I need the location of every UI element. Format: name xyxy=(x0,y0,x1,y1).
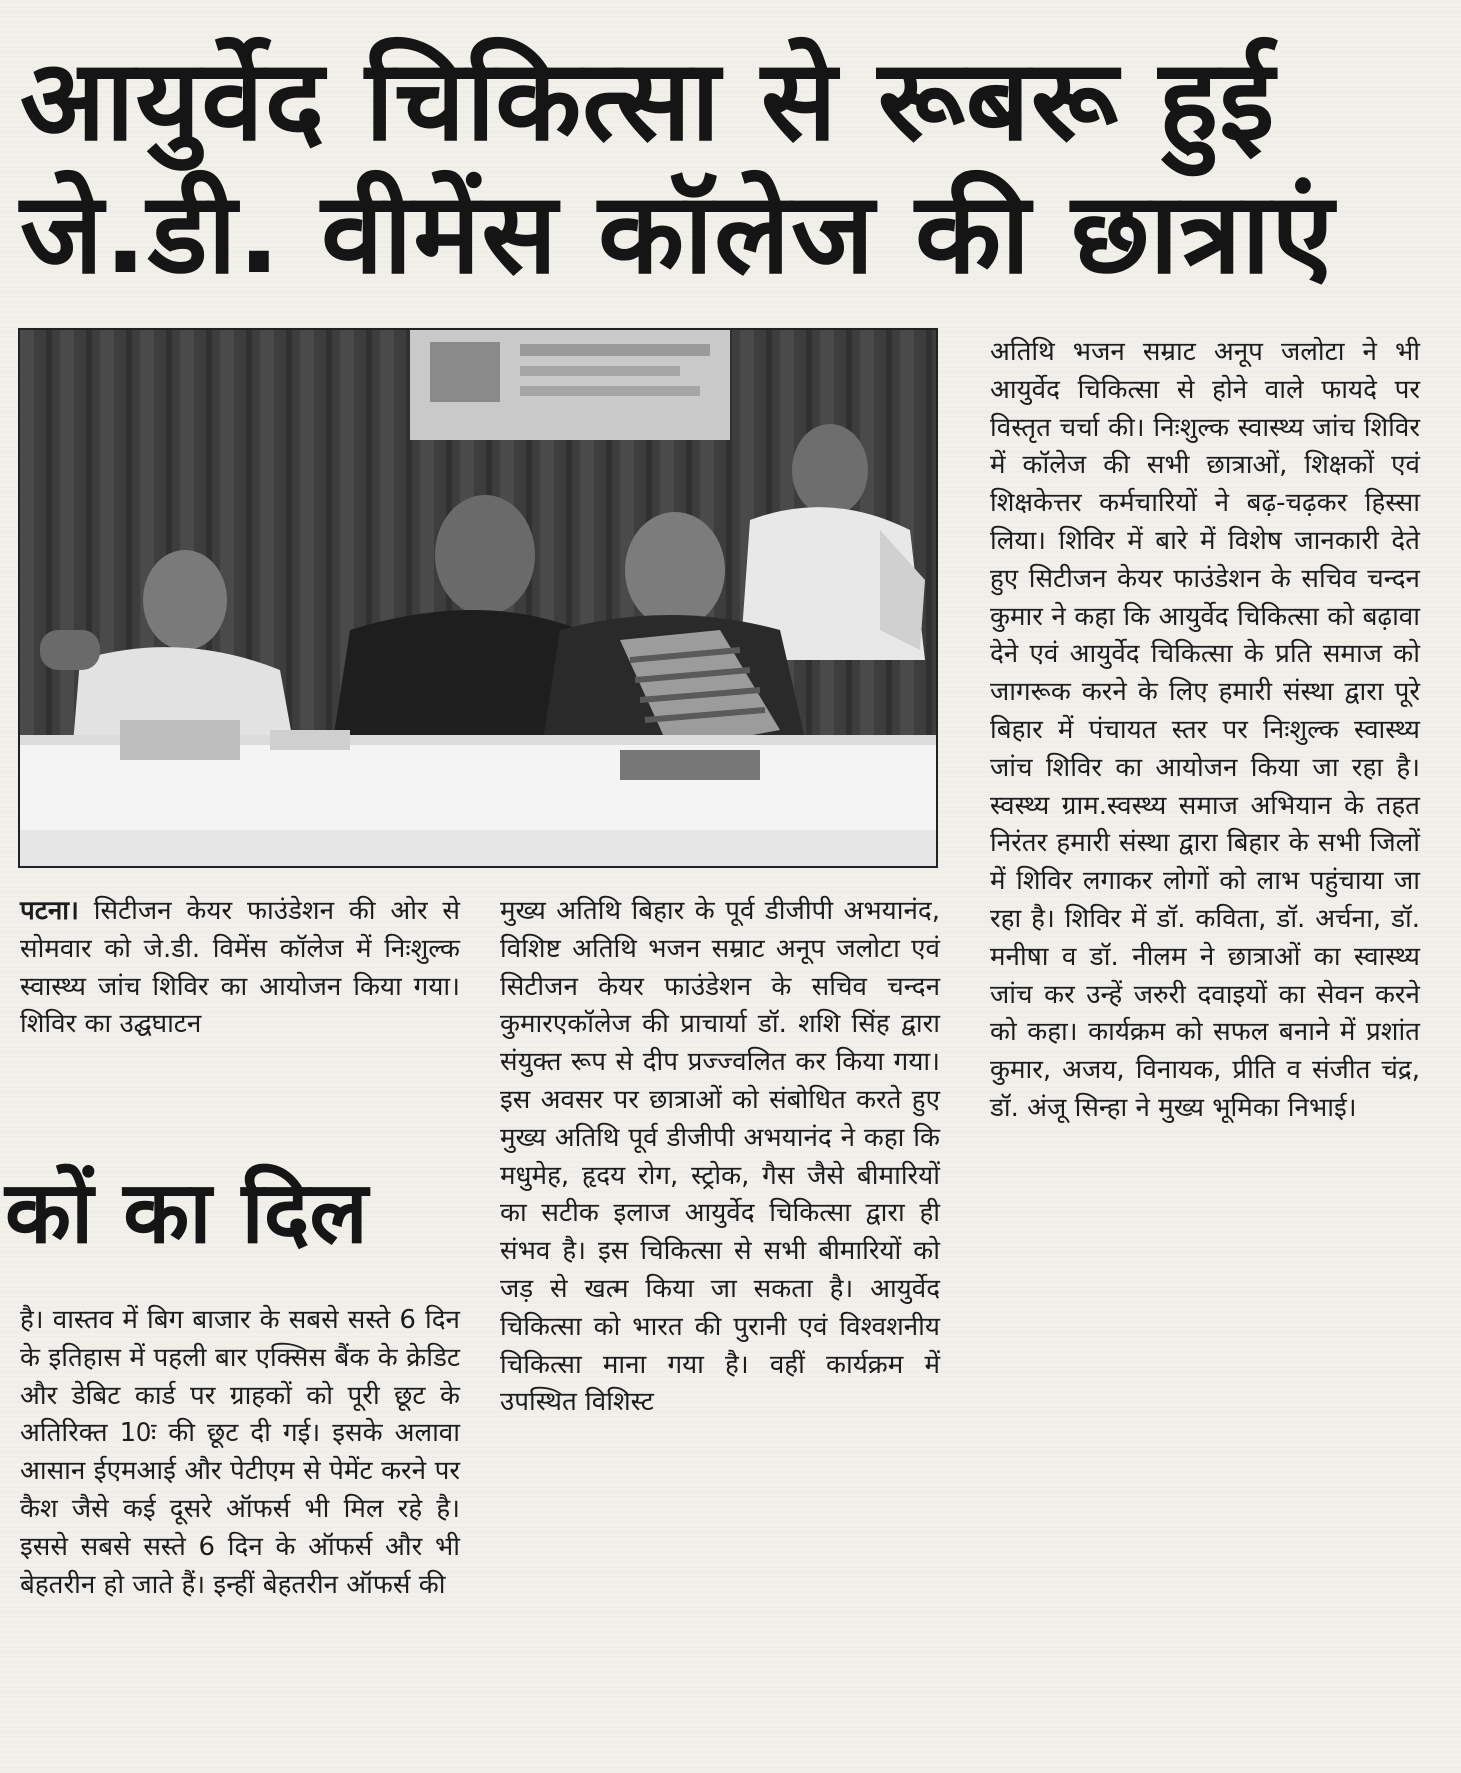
article-column-1-text: सिटीजन केयर फाउंडेशन की ओर से सोमवार को जे.डी. विमेंस कॉलेज में निःशुल्क स्वास्थ्य जांच शिविर का आयोजन किया गया। शिविर का उद्घघाटन xyxy=(20,896,461,1040)
other-article-text: है। वास्तव में बिग बाजार के सबसे सस्ते 6 दिन के इतिहास में पहली बार एक्सिस बैंक के क्रेडिट और डेबिट कार्ड पर ग्राहकों को पूरी छूट के अतिरिक्त 10ः की छूट दी गई। इसके अलावा आसान ईएमआई और पेटीएम से पेमेंट करने पर कैश जैसे कई दूसरे ऑफर्स भी मिल रहे है। इससे सबसे सस्ते 6 दिन के ऑफर्स और भी बेहतरीन हो जाते हैं। इन्हीं बेहतरीन ऑफर्स की xyxy=(20,1305,460,1600)
article-column-1 xyxy=(20,893,460,1044)
article-column-3-text: अतिथि भजन सम्राट अनूप जलोटा ने भी आयुर्वेद चिकित्सा से होने वाले फायदे पर विस्तृत चर्चा की। निःशुल्क स्वास्थ्य जांच शिविर में कॉलेज की सभी छात्राओं, शिक्षकों एवं शिक्षकेत्तर कर्मचारियों ने बढ़-चढ़कर हिस्सा लिया। शिविर में बारे में विशेष जानकारी देते हुए सिटीजन केयर फाउंडेशन के सचिव चन्दन कुमार ने कहा कि आयुर्वेद चिकित्सा को बढ़ावा देने एवं आयुर्वेद चिकित्सा के प्रति समाज को जागरूक करने के लिए हमारी संस्था द्वारा पूरे बिहार में पंचायत स्तर पर निःशुल्क स्वास्थ्य जांच शिविर का आयोजन किया जा रहा है। स्वस्थ्य ग्राम.स्वस्थ्य समाज अभियान के तहत निरंतर हमारी संस्था द्वारा बिहार के सभी जिलों में शिविर लगाकर लोगों को लाभ पहुंचाया जा रहा है। शिविर में डॉ. कविता, डॉ. अर्चना, डॉ. मनीषा व डॉ. नीलम ने छात्राओं का स्वास्थ्य जांच कर उन्हें जरुरी दवाइयों का सेवन करने को कहा। कार्यक्रम को सफल बनाने में प्रशांत कुमार, अजय, विनायक, प्रीति व संजीत चंद्र, डॉ. अंजू सिन्हा ने मुख्य भूमिका निभाई। xyxy=(990,337,1420,1123)
article-column-3 xyxy=(990,334,1420,1128)
article-column-2-text: मुख्य अतिथि बिहार के पूर्व डीजीपी अभयानंद, विशिष्ट अतिथि भजन सम्राट अनूप जलोटा एवं सिटीजन केयर फाउंडेशन के सचिव चन्दन कुमारएकॉलेज की प्राचार्या डॉ. शशि सिंह द्वारा संयुक्त रूप से दीप प्रज्ज्वलित कर किया गया। इस अवसर पर छात्राओं को संबोधित करते हुए मुख्य अतिथि पूर्व डीजीपी अभयानंद ने कहा कि मधुमेह, हृदय रोग, स्ट्रोक, गैस जैसे बीमारियों का सटीक इलाज आयुर्वेद चिकित्सा द्वारा ही संभव है। इस चिकित्सा से सभी बीमारियों को जड़ से खत्म किया जा सकता है। आयुर्वेद चिकित्सा को भारत की पुरानी एवं विश्वशनीय चिकित्सा माना गया है। वहीं कार्यक्रम में उपस्थित विशिस्ट xyxy=(500,896,940,1418)
event-photo xyxy=(18,328,938,868)
headline-line-2: जे.डी. वीमेंस कॉलेज की छात्राएं xyxy=(20,169,1335,299)
other-article-headline: कों का दिल xyxy=(5,1163,368,1263)
dateline: पटना। xyxy=(20,896,79,926)
article-column-2 xyxy=(500,893,940,1422)
event-photo-illustration xyxy=(20,330,936,866)
other-article-column xyxy=(20,1302,460,1604)
headline-line-1: आयुर्वेद चिकित्सा से रूबरू हुई xyxy=(20,36,1276,166)
